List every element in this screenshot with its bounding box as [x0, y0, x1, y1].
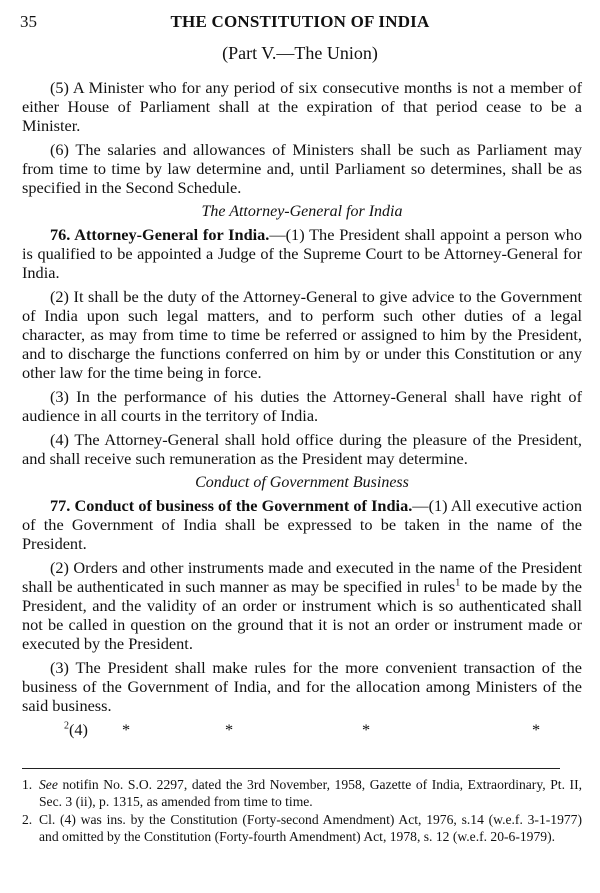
article-76-clause-1-text: —(1) The President shall appoint a person who is qualified to be appointed a Judge of the Supreme Court to be Attorney-General for India. [22, 225, 582, 282]
article-77-clause-3: (3) The President shall make rules for the more convenient transaction of the business of the Government of India, and for the allocation among Ministers of the said business. [22, 658, 582, 715]
omission-star: * [532, 720, 541, 739]
section-heading-government-business: Conduct of Government Business [195, 474, 409, 491]
article-76-clause-2: (2) It shall be the duty of the Attorney-General to give advice to the Government of India upon such legal matters, and to perform such other duties of a legal character, as may from time to time be referred or assigned to him by the President, and to discharge the functions conferred on him by or under this Constitution or any other law for the time being in force. [22, 287, 582, 382]
omission-star: * [362, 720, 371, 739]
footnote-ref-1[interactable]: 1 [455, 577, 461, 589]
article-77-clause-1-text: —(1) All executive action of the Government of India shall be expressed to be taken in the name of the President. [22, 496, 582, 553]
omission-star: * [225, 720, 234, 739]
article-77-clause-1 [22, 496, 582, 553]
omitted-clause-4 [22, 720, 582, 742]
part-subtitle: (Part V.—The Union) [222, 43, 378, 63]
clause-4-label: (4) [69, 720, 88, 739]
footnote-2 [22, 811, 582, 845]
article-77-title: 77. Conduct of business of the Government of India. [50, 496, 413, 515]
footnote-number: 1. [22, 777, 33, 792]
footnote-1 [22, 776, 582, 810]
article-76-clause-4: (4) The Attorney-General shall hold office during the pleasure of the President, and shall receive such remuneration as the President may determine. [22, 430, 582, 468]
footnotes [22, 776, 582, 846]
section-heading-attorney-general: The Attorney-General for India [201, 203, 403, 220]
article-76-clause-1 [22, 225, 582, 282]
footnote-ref-2[interactable]: 2 [64, 720, 69, 732]
body-text [22, 78, 582, 742]
footnote-number: 2. [22, 812, 33, 827]
article-75-clause-5: (5) A Minister who for any period of six consecutive months is not a member of either House of Parliament shall at the expiration of that period cease to be a Minister. [22, 78, 582, 135]
article-77-clause-2: (2) Orders and other instruments made and executed in the name of the President shall be authenticated in such manner as may be specified in rules$^1$ to be made by the President, and the validity of an order or instrument which is so authenticated shall not be called in question on the ground that it is not an order or instrument made or executed by the President. [22, 558, 583, 653]
page-number: 35 [20, 12, 37, 31]
article-76-title: 76. Attorney-General for India. [50, 225, 270, 244]
footnote-divider [22, 768, 560, 769]
article-75-clause-6: (6) The salaries and allowances of Ministers shall be such as Parliament may from time to time by law determine and, until Parliament so determines, shall be as specified in the Second Schedule. [22, 140, 582, 197]
omission-star: * [122, 720, 131, 739]
running-title: THE CONSTITUTION OF INDIA [170, 12, 430, 31]
footnote-text: notifin No. S.O. 2297, dated the 3rd November, 1958, Gazette of India, Extraordinary, Pt. II, Sec. 3 (ii), p. 1315, as amended from time to time. [39, 777, 582, 809]
article-76-clause-3: (3) In the performance of his duties the Attorney-General shall have right of audience in all courts in the territory of India. [22, 387, 582, 425]
footnote-see: See [39, 777, 58, 792]
footnote-text: Cl. (4) was ins. by the Constitution (Forty-second Amendment) Act, 1976, s.14 (w.e.f. 3-1-1977) and omitted by the Constitution (Forty-fourth Amendment) Act, 1978, s. 12 (w.e.f. 20-6-1979). [39, 812, 582, 844]
